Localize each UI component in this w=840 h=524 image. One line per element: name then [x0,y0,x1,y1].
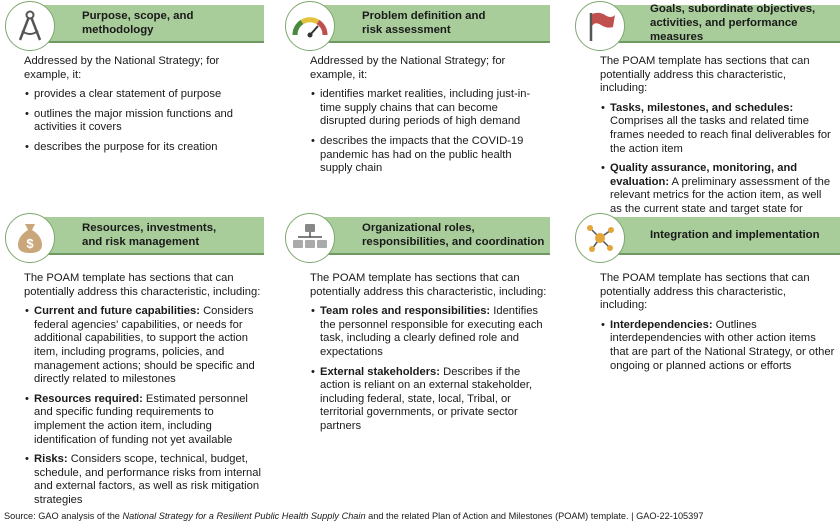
card-banner [310,217,550,255]
list-item: • Team roles and responsibilities: Identifies the personnel responsible for executing each task, including a clearly defined role and expectations [310,305,550,359]
card-resources [0,212,280,507]
list-item: • provides a clear statement of purpose [24,88,256,102]
list-item: • Risks: Considers scope, technical, budget, schedule, and performance risks from internal and external factors, as well as risk mitigation strategies [24,453,268,507]
card-intro: Addressed by the National Strategy; for example, it: [24,55,220,81]
gauge-icon [285,1,335,51]
bullet-list [310,88,546,176]
card-banner [600,5,840,43]
card-goals-objectives [570,0,840,215]
card-intro: The POAM template has sections that can potentially address this characteristic, including: [600,272,810,312]
bullet-list [24,88,256,154]
card-title: Organizational roles, responsibilities, and coordination [362,222,545,248]
list-item: • External stakeholders: Describes if the action is reliant on an external stakeholder, including federal, state, local, Tribal, or territorial governments, or private sector partners [310,366,550,434]
source-note: Source: GAO analysis of the National Strategy for a Resilient Public Health Supply Chain and the related Plan of Action and Milestones (POAM) template. | GAO-22-105397 [4,511,704,521]
list-item: • identifies market realities, including just-in-time supply chains that can become disrupted during periods of high demand [310,88,546,129]
list-item: • Quality assurance, monitoring, and evaluation: A preliminary assessment of the relevant metrics for the action item, as well as the current state and target state for [600,162,836,234]
bullet-list [24,305,268,507]
card-intro: The POAM template has sections that can potentially address this characteristic, including: [600,55,810,95]
card-intro: The POAM template has sections that can potentially address this characteristic, including: [24,272,261,298]
list-item: • Interdependencies: Outlines interdependencies with other action items that are part of the National Strategy, or other ongoing or planned actions or efforts [600,319,836,373]
flag-icon [575,1,625,51]
list-item: • Resources required: Estimated personnel and specific funding requirements to implement the action item, including identification of funding not yet available [24,393,268,447]
money-bag-icon [5,213,55,263]
card-body [600,55,836,234]
card-title: Problem definition and risk assessment [362,10,486,36]
card-title: Integration and implementation [650,229,820,241]
card-body [600,272,836,373]
list-item: • Current and future capabilities: Considers federal agencies' capabilities, or needs for additional capabilities, to support the action item, including programs, policies, and management actions; should be specific and directly related to milestones [24,305,268,387]
org-chart-icon [285,213,335,263]
card-purpose-scope [0,0,280,210]
card-problem-definition [280,0,560,210]
card-banner [30,217,264,255]
card-integration [570,212,840,507]
card-body [24,55,256,155]
card-title: Purpose, scope, and methodology [82,10,194,36]
card-intro: The POAM template has sections that can potentially address this characteristic, including: [310,272,547,298]
bullet-list [310,305,550,433]
card-body [310,55,546,176]
card-banner [310,5,550,43]
bullet-list [600,319,836,373]
card-body [310,272,550,434]
svg-text:$: $ [26,236,34,251]
card-banner [600,217,840,255]
card-body [24,272,268,508]
list-item: • Tasks, milestones, and schedules: Comprises all the tasks and related time frames needed to reach final deliverables for the action item [600,102,836,156]
list-item: • describes the purpose for its creation [24,141,256,155]
card-organizational-roles [280,212,560,507]
card-title: Resources, investments, and risk management [82,222,217,248]
list-item: • describes the impacts that the COVID-19 pandemic has had on the public health supply chain [310,135,546,176]
compass-icon [5,1,55,51]
network-icon [575,213,625,263]
list-item: • outlines the major mission functions and activities it covers [24,108,256,135]
card-banner [30,5,264,43]
card-title: Goals, subordinate objectives, activities, and performance measures [650,3,816,43]
card-intro: Addressed by the National Strategy; for example, it: [310,55,506,81]
